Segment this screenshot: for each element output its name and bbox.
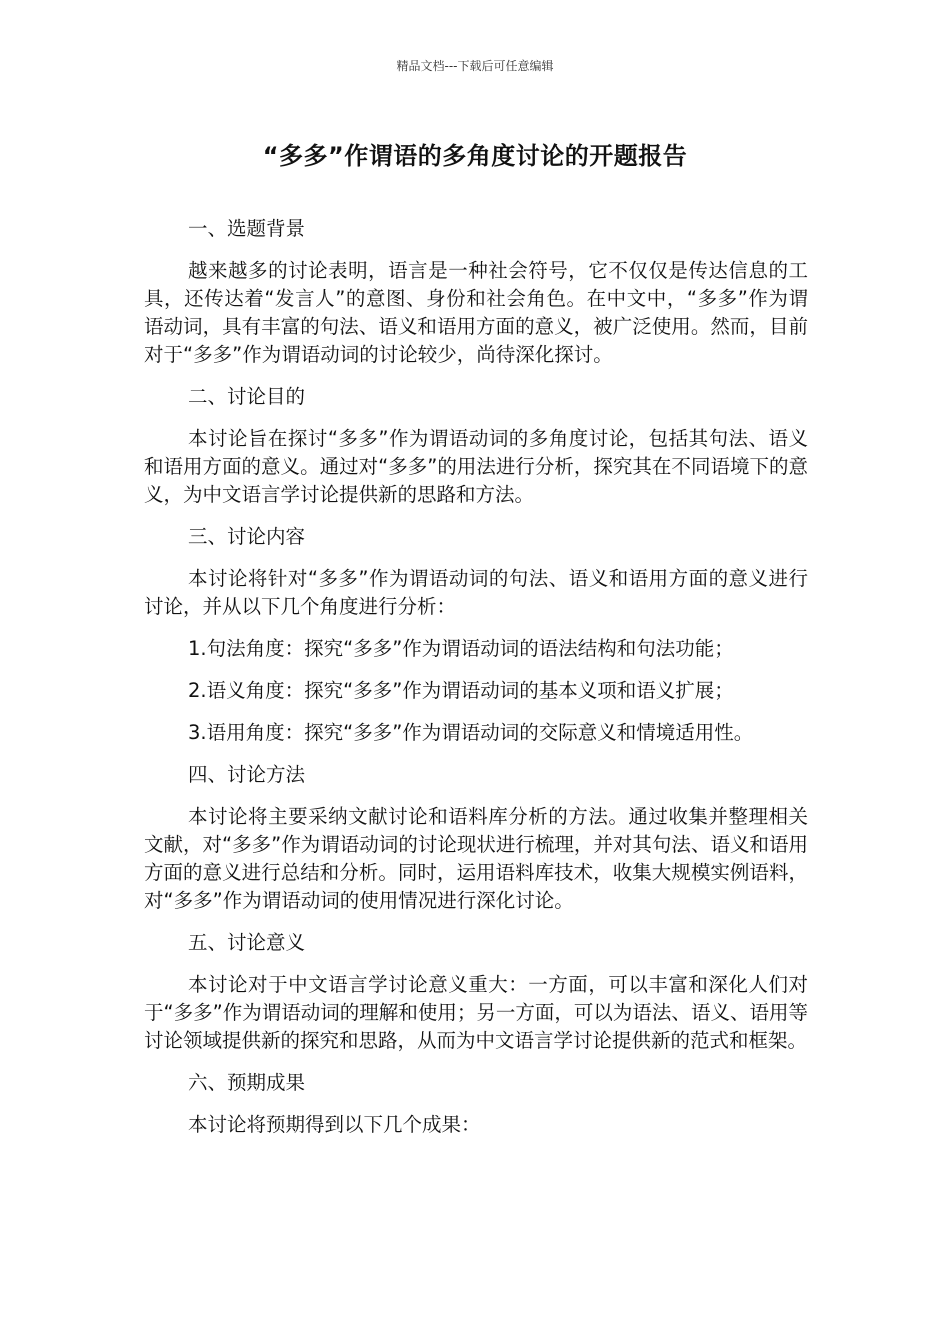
- section-heading: 四、讨论方法: [188, 763, 306, 786]
- document-title: “多多”作谓语的多角度讨论的开题报告: [262, 142, 688, 170]
- section-paragraph: 本讨论旨在探讨“多多”作为谓语动词的多角度讨论，包括其句法、语义和语用方面的意义。通过对“多多”的用法进行分析，探究其在不同语境下的意义，为中文语言学讨论提供新的思路和方法。: [144, 427, 808, 506]
- list-item: 2.语义角度：探究“多多”作为谓语动词的基本义项和语义扩展；: [188, 679, 734, 702]
- section-paragraph: 本讨论将预期得到以下几个成果：: [188, 1113, 481, 1136]
- section-paragraph: 本讨论将针对“多多”作为谓语动词的句法、语义和语用方面的意义进行讨论，并从以下几个角度进行分析：: [144, 567, 808, 618]
- list-item: 1.句法角度：探究“多多”作为谓语动词的语法结构和句法功能；: [188, 637, 734, 660]
- section-paragraph: 本讨论对于中文语言学讨论意义重大：一方面，可以丰富和深化人们对于“多多”作为谓语动词的理解和使用；另一方面，可以为语法、语义、语用等讨论领域提供新的探究和思路，从而为中文语言学讨论提供新的范式和框架。: [144, 973, 808, 1052]
- section-heading: 五、讨论意义: [188, 931, 306, 954]
- section-heading: 二、讨论目的: [188, 385, 306, 408]
- section-heading: 三、讨论内容: [188, 525, 306, 548]
- document-body: [144, 215, 808, 1153]
- section-heading: 一、选题背景: [188, 217, 306, 240]
- header-note: 精品文档---下载后可任意编辑: [396, 59, 554, 73]
- list-item: 3.语用角度：探究“多多”作为谓语动词的交际意义和情境适用性。: [188, 721, 754, 744]
- section-heading: 六、预期成果: [188, 1071, 306, 1094]
- section-paragraph: 本讨论将主要采纳文献讨论和语料库分析的方法。通过收集并整理相关文献，对“多多”作为谓语动词的讨论现状进行梳理，并对其句法、语义和语用方面的意义进行总结和分析。同时，运用语料库技术，收集大规模实例语料，对“多多”作为谓语动词的使用情况进行深化讨论。: [144, 805, 808, 912]
- section-paragraph: 越来越多的讨论表明，语言是一种社会符号，它不仅仅是传达信息的工具，还传达着“发言人”的意图、身份和社会角色。在中文中，“多多”作为谓语动词，具有丰富的句法、语义和语用方面的意义，被广泛使用。然而，目前对于“多多”作为谓语动词的讨论较少，尚待深化探讨。: [144, 259, 808, 366]
